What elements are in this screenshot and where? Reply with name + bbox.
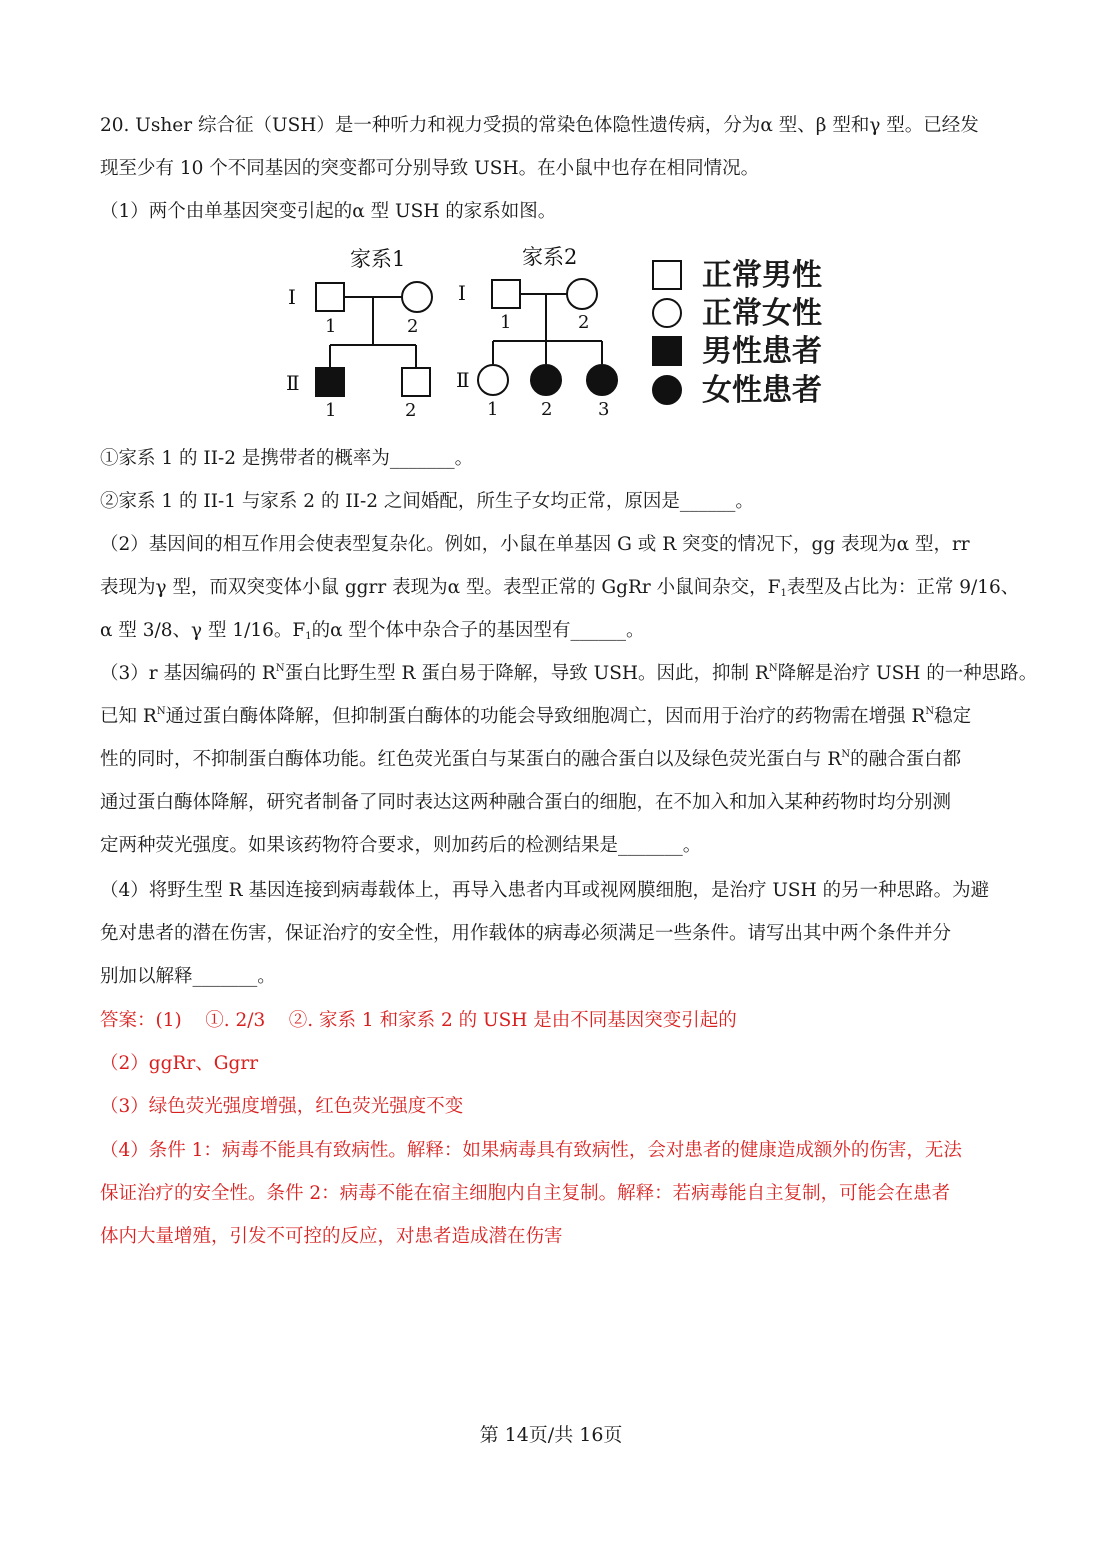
- family1-I1-label: 1: [325, 316, 337, 337]
- family1-gen-II-label: Ⅱ: [286, 371, 300, 395]
- square-filled-icon: [652, 336, 682, 366]
- part2-line-1: （2）基因间的相互作用会使表型复杂化。例如，小鼠在单基因 G 或 R 突变的情况下，gg 表现为α 型，rr: [100, 534, 970, 555]
- circle-outline-icon: [652, 298, 682, 328]
- family1-I2-normal-female: [402, 282, 432, 312]
- legend-affected-female: [652, 373, 852, 409]
- legend-label: 正常男性: [702, 258, 822, 293]
- part3-line-4: 通过蛋白酶体降解，研究者制备了同时表达这两种融合蛋白的细胞，在不加入和加入某种药物时均分别测: [100, 792, 952, 813]
- family2-I2-normal-female: [567, 279, 597, 309]
- question-line-1: 20. Usher 综合征（USH）是一种听力和视力受损的常染色体隐性遗传病，分为α 型、β 型和γ 型。已经发: [100, 115, 979, 136]
- answer-1: 答案：(1) ①. 2/3 ②. 家系 1 和家系 2 的 USH 是由不同基因突变引起的: [100, 1010, 737, 1031]
- answer-4-line-1: （4）条件 1：病毒不能具有致病性。解释：如果病毒具有致病性，会对患者的健康造成额外的伤害，无法: [100, 1140, 962, 1161]
- family1-II2-label: 2: [405, 400, 417, 421]
- square-outline-icon: [652, 260, 682, 290]
- family1-II1-label: 1: [325, 400, 337, 421]
- part2-line-3: α 型 3/8、γ 型 1/16。$F_1$的α 型个体中杂合子的基因型有______。: [100, 620, 645, 642]
- family2-gen-I-label: I: [458, 281, 466, 305]
- family1-II2-normal-male: [402, 368, 430, 396]
- family2-II3-label: 3: [598, 399, 610, 420]
- family1-gen-I-label: I: [288, 285, 296, 309]
- answer-2: （2）ggRr、Ggrr: [100, 1053, 259, 1074]
- part3-line-3: 性的同时，不抑制蛋白酶体功能。红色荧光蛋白与某蛋白的融合蛋白以及绿色荧光蛋白与 $R^N$的融合蛋白都: [100, 749, 962, 770]
- part4-line-3: 别加以解释_______。: [100, 966, 276, 987]
- legend-label: 正常女性: [702, 296, 822, 331]
- family2-title: 家系2: [522, 245, 578, 269]
- family1-II1-affected-male: [316, 368, 344, 396]
- family1-I1-normal-male: [316, 283, 344, 311]
- part3-line-2: 已知 $R^N$通过蛋白酶体降解，但抑制蛋白酶体的功能会导致细胞凋亡，因而用于治疗的药物需在增强 $R^N$稳定: [100, 706, 972, 727]
- part4-line-1: （4）将野生型 R 基因连接到病毒载体上，再导入患者内耳或视网膜细胞，是治疗 USH 的另一种思路。为避: [100, 880, 990, 901]
- family2-I1-label: 1: [500, 312, 512, 333]
- legend-label: 男性患者: [702, 334, 822, 369]
- family2-II3-affected-female: [587, 365, 617, 395]
- part3-line-1: （3）r 基因编码的 $R^N$蛋白比野生型 R 蛋白易于降解，导致 USH。因此，抑制 $R^N$降解是治疗 USH 的一种思路。: [100, 663, 1038, 684]
- answer-4-line-3: 体内大量增殖，引发不可控的反应，对患者造成潜在伤害: [100, 1226, 563, 1247]
- family2-II1-normal-female: [478, 365, 508, 395]
- legend-label: 女性患者: [702, 373, 822, 408]
- circle-filled-icon: [652, 375, 682, 405]
- family2-II1-label: 1: [487, 399, 499, 420]
- part3-line-5: 定两种荧光强度。如果该药物符合要求，则加药后的检测结果是_______。: [100, 835, 702, 856]
- q1-2: ②家系 1 的 II-1 与家系 2 的 II-2 之间婚配，所生子女均正常，原因是______。: [100, 491, 754, 512]
- pedigree-diagram: [280, 238, 640, 423]
- answer-4-line-2: 保证治疗的安全性。条件 2：病毒不能在宿主细胞内自主复制。解释：若病毒能自主复制，可能会在患者: [100, 1183, 951, 1204]
- q1-1: ①家系 1 的 II-2 是携带者的概率为_______。: [100, 448, 474, 469]
- family2-gen-II-label: Ⅱ: [456, 368, 470, 392]
- family2-I2-label: 2: [578, 312, 590, 333]
- legend-affected-male: [652, 334, 852, 370]
- legend-normal-female: [652, 296, 852, 332]
- legend-normal-male: [652, 258, 852, 294]
- part4-line-2: 免对患者的潜在伤害，保证治疗的安全性，用作载体的病毒必须满足一些条件。请写出其中两个条件并分: [100, 923, 952, 944]
- family1-title: 家系1: [350, 247, 406, 271]
- part2-line-2: 表现为γ 型，而双突变体小鼠 ggrr 表现为α 型。表型正常的 GgRr 小鼠间杂交，$F_1$表型及占比为：正常 9/16、: [100, 577, 1020, 599]
- question-line-2: 现至少有 10 个不同基因的突变都可分别导致 USH。在小鼠中也存在相同情况。: [100, 158, 760, 179]
- family2-II2-label: 2: [541, 399, 553, 420]
- page-number: 第 14页/共 16页: [479, 1424, 623, 1446]
- family1-I2-label: 2: [407, 316, 419, 337]
- part1-intro: （1）两个由单基因突变引起的α 型 USH 的家系如图。: [100, 201, 557, 222]
- answer-3: （3）绿色荧光强度增强，红色荧光强度不变: [100, 1096, 464, 1117]
- family2-II2-affected-female: [531, 365, 561, 395]
- family2-I1-normal-male: [492, 280, 520, 308]
